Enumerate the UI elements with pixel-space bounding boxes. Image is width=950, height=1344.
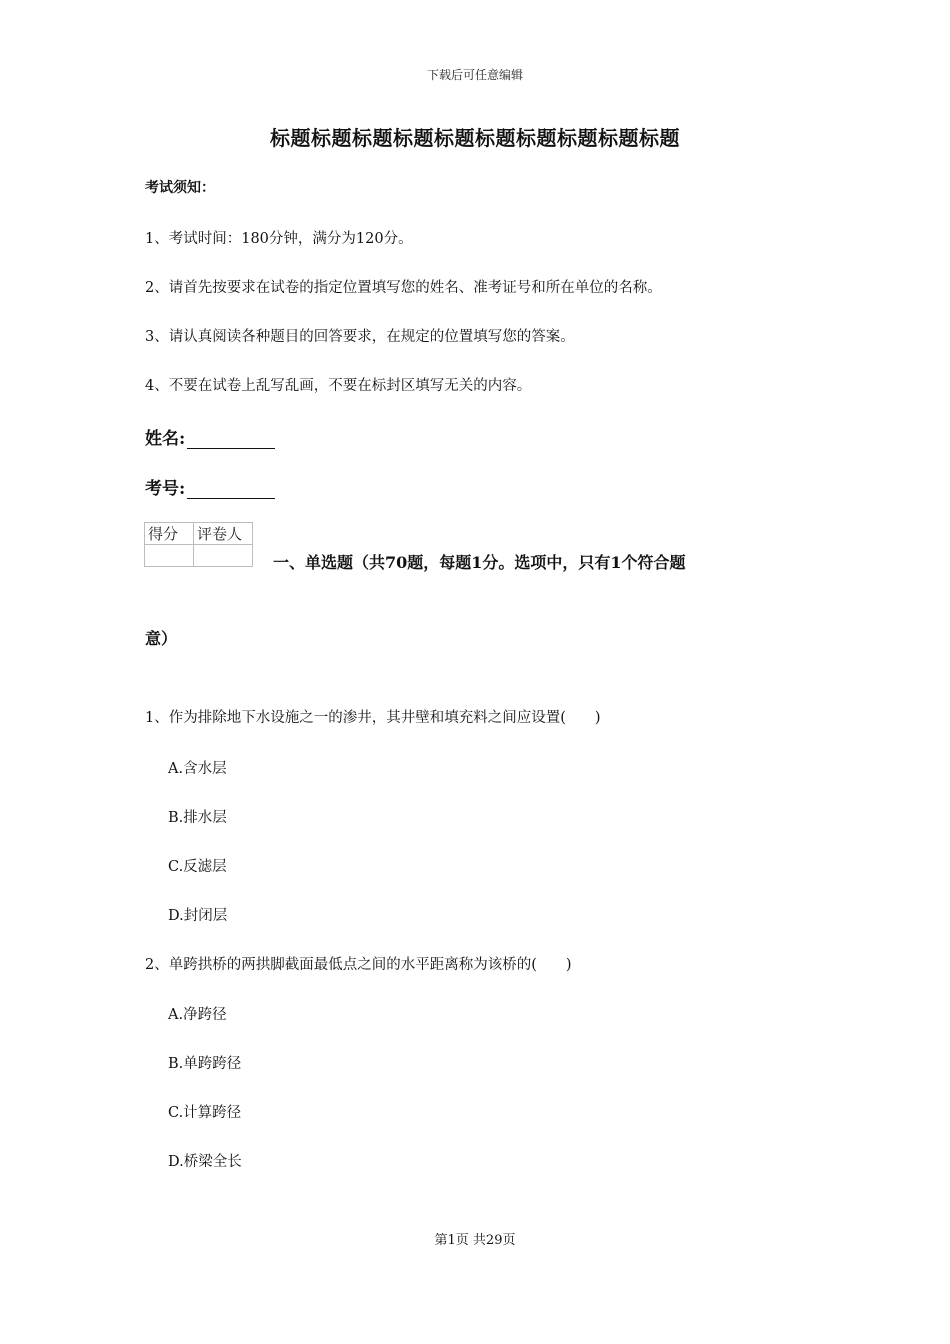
notice-item: 2、请首先按要求在试卷的指定位置填写您的姓名、准考证号和所在单位的名称。: [145, 280, 662, 296]
score-table: [144, 522, 253, 567]
score-header: 得分: [145, 523, 194, 545]
notice-item: 3、请认真阅读各种题目的回答要求，在规定的位置填写您的答案。: [145, 329, 575, 345]
section-title: 一、单选题（共70题，每题1分。选项中，只有1个符合题: [273, 553, 686, 572]
question-option: D.桥梁全长: [168, 1154, 242, 1170]
question-text: 2、单跨拱桥的两拱脚截面最低点之间的水平距离称为该桥的( ): [145, 957, 572, 973]
notice-item: 1、考试时间：180分钟，满分为120分。: [145, 231, 413, 247]
score-cell[interactable]: [145, 545, 194, 567]
question-option: B.排水层: [168, 810, 227, 826]
question-option: C.计算跨径: [168, 1105, 242, 1121]
grader-cell[interactable]: [194, 545, 253, 567]
question-option: D.封闭层: [168, 908, 228, 924]
exam-number-label: 考号:: [145, 479, 186, 499]
grader-header: 评卷人: [194, 523, 253, 545]
question-option: B.单跨跨径: [168, 1056, 242, 1072]
question-option: A.含水层: [168, 761, 227, 777]
name-field: [145, 424, 275, 449]
section-title-continued: 意）: [145, 629, 178, 648]
document-title: 标题标题标题标题标题标题标题标题标题标题: [270, 126, 680, 150]
notice-item: 4、不要在试卷上乱写乱画，不要在标封区填写无关的内容。: [145, 378, 532, 394]
question-option: A.净跨径: [168, 1007, 227, 1023]
name-blank[interactable]: [187, 430, 275, 449]
page-footer: 第1页 共29页: [434, 1233, 516, 1248]
notice-heading: 考试须知：: [145, 180, 215, 196]
exam-number-blank[interactable]: [187, 480, 275, 499]
name-label: 姓名:: [145, 429, 186, 449]
question-text: 1、作为排除地下水设施之一的渗井，其井壁和填充料之间应设置( ): [145, 710, 601, 726]
header-note: 下载后可任意编辑: [426, 68, 523, 82]
question-option: C.反滤层: [168, 859, 227, 875]
exam-number-field: [145, 474, 275, 499]
